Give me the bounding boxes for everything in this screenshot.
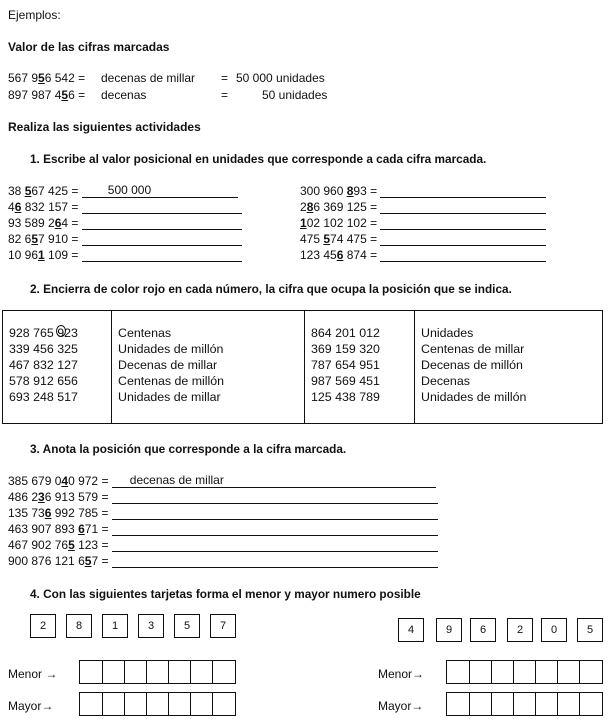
number-card[interactable]: 3 (138, 614, 164, 638)
q3-item: 385 679 040 972 = decenas de millar (8, 474, 436, 488)
number-card[interactable]: 5 (174, 614, 200, 638)
q3-item: 486 236 913 579 = (8, 490, 438, 504)
position-label: Unidades de millón (118, 342, 224, 356)
answer-line[interactable] (112, 491, 438, 504)
answer-line[interactable]: decenas de millar (112, 475, 436, 488)
position-table (2, 310, 603, 424)
right-positions-cell (415, 311, 603, 424)
q1-item: 475 574 475 = (300, 232, 546, 246)
example-desc: decenas (101, 88, 147, 102)
answer-line[interactable] (380, 185, 546, 198)
left-positions-cell (112, 311, 305, 424)
q1-item: 93 589 264 = (8, 216, 242, 230)
mayor-answer-boxes[interactable] (446, 692, 603, 716)
mayor-label: Mayor→ (8, 699, 54, 713)
answer-line[interactable] (82, 249, 242, 262)
position-label: Decenas (421, 374, 470, 388)
examples-label: Ejemplos: (8, 8, 61, 22)
answer-line[interactable] (380, 233, 546, 246)
q4-title: 4. Con las siguientes tarjetas forma el menor y mayor numero posible (30, 587, 421, 601)
number-item[interactable]: 339 456 325 (9, 342, 78, 356)
menor-answer-boxes[interactable] (446, 660, 603, 684)
number-card[interactable]: 8 (66, 614, 92, 638)
value-title: Valor de las cifras marcadas (8, 40, 170, 54)
example-value: 50 000 unidades (236, 71, 325, 85)
q3-title: 3. Anota la posición que corresponde a la cifra marcada. (30, 442, 347, 456)
answer-line[interactable] (380, 249, 546, 262)
q1-item: 82 657 910 = (8, 232, 242, 246)
example-desc: decenas de millar (101, 71, 196, 85)
activities-title: Realiza las siguientes actividades (8, 120, 201, 134)
q1-item: 38 567 425 = 500 000 (8, 184, 238, 198)
number-item[interactable]: 987 569 451 (311, 374, 380, 388)
number-item[interactable]: 578 912 656 (9, 374, 78, 388)
q1-title: 1. Escribe al valor posicional en unidades que corresponde a cada cifra marcada. (30, 152, 487, 166)
example-number: 567 956 542 = (8, 71, 86, 85)
position-label: Centenas de millar (421, 342, 525, 356)
hand-drawn-circle-mark (56, 325, 66, 337)
number-item[interactable]: 369 159 320 (311, 342, 380, 356)
number-item[interactable]: 928 765 923 (9, 326, 78, 340)
position-label: Centenas (118, 326, 172, 340)
number-item[interactable]: 125 438 789 (311, 390, 380, 404)
position-label: Unidades de millar (118, 390, 221, 404)
answer-line[interactable]: 500 000 (82, 185, 238, 198)
number-item[interactable]: 864 201 012 (311, 326, 380, 340)
number-card[interactable]: 1 (102, 614, 128, 638)
q3-item: 467 902 765 123 = (8, 538, 438, 552)
position-label: Decenas de millón (421, 358, 523, 372)
number-card[interactable]: 7 (210, 614, 236, 638)
example-equals: = (221, 71, 229, 85)
answer-line[interactable] (112, 507, 438, 520)
number-item[interactable]: 693 248 517 (9, 390, 78, 404)
answer-line[interactable] (112, 523, 438, 536)
answer-line[interactable] (380, 217, 546, 230)
number-card[interactable]: 0 (541, 618, 567, 642)
q1-item: 286 369 125 = (300, 200, 546, 214)
example-value: 50 unidades (262, 88, 328, 102)
q3-item: 900 876 121 657 = (8, 554, 438, 568)
number-card[interactable]: 2 (507, 618, 533, 642)
answer-line[interactable] (380, 201, 546, 214)
mayor-label: Mayor→ (378, 699, 424, 713)
number-card[interactable]: 9 (436, 618, 462, 642)
q1-item: 300 960 893 = (300, 184, 546, 198)
q1-item: 46 832 157 = (8, 200, 242, 214)
position-label: Decenas de millar (118, 358, 218, 372)
answer-line[interactable] (112, 539, 438, 552)
right-numbers-cell (305, 311, 415, 424)
answer-line[interactable] (112, 555, 438, 568)
q3-item: 463 907 893 671 = (8, 522, 438, 536)
number-card[interactable]: 6 (470, 618, 496, 642)
answer-line[interactable] (82, 217, 242, 230)
menor-answer-boxes[interactable] (79, 660, 236, 684)
q1-item: 123 456 874 = (300, 248, 546, 262)
q1-item: 10 961 109 = (8, 248, 242, 262)
number-card[interactable]: 2 (30, 614, 56, 638)
number-card[interactable]: 4 (398, 618, 424, 642)
position-label: Unidades de millón (421, 390, 527, 404)
menor-label: Menor → (8, 667, 58, 681)
position-label: Centenas de millón (118, 374, 225, 388)
mayor-answer-boxes[interactable] (79, 692, 236, 716)
q1-item: 102 102 102 = (300, 216, 546, 230)
answer-line[interactable] (82, 233, 242, 246)
example-equals: = (221, 88, 229, 102)
position-label: Unidades (421, 326, 474, 340)
answer-line[interactable] (82, 201, 242, 214)
number-card[interactable]: 5 (577, 618, 603, 642)
number-item[interactable]: 787 654 951 (311, 358, 380, 372)
number-item[interactable]: 467 832 127 (9, 358, 78, 372)
q3-item: 135 736 992 785 = (8, 506, 438, 520)
q2-title: 2. Encierra de color rojo en cada número, la cifra que ocupa la posición que se indica. (30, 282, 512, 296)
menor-label: Menor→ (378, 667, 425, 681)
example-number: 897 987 456 = (8, 88, 86, 102)
